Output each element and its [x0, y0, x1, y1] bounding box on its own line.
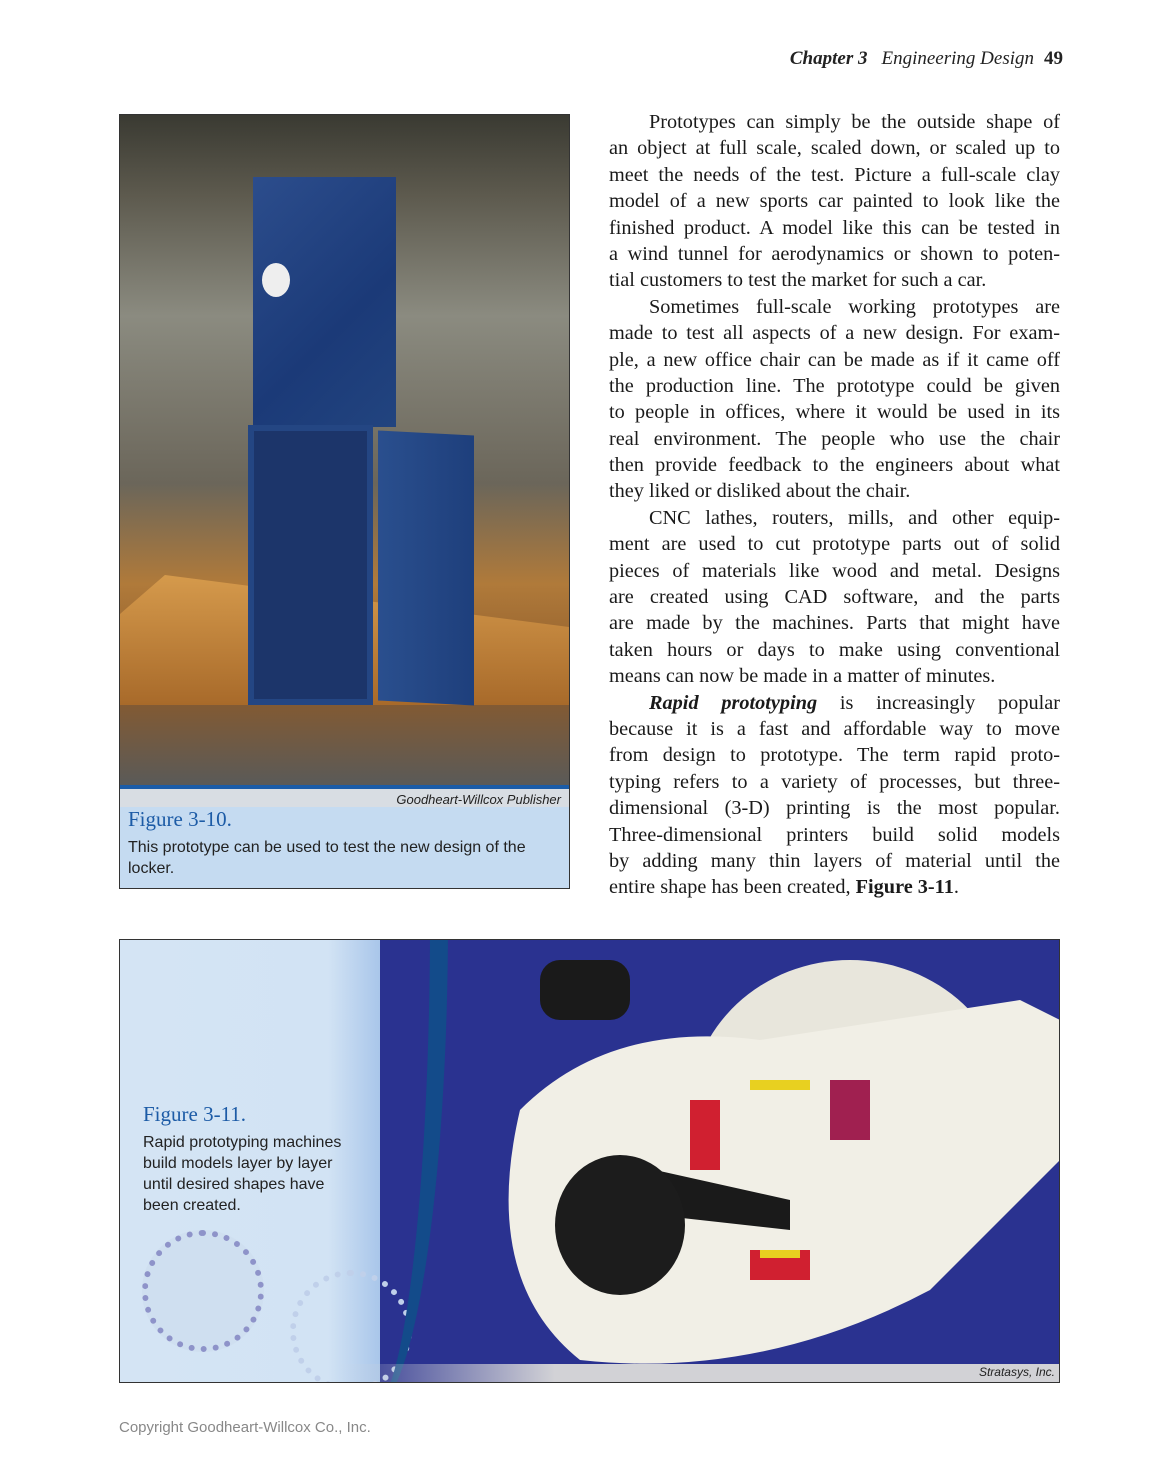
locker-lower: [248, 425, 373, 705]
figure-caption: [128, 807, 558, 879]
text-line: a wind tunnel for aerodynamics or shown to poten-: [609, 242, 1060, 265]
text-span: entire shape has been created,: [609, 876, 851, 899]
text-line: from design to prototype. The term rapid proto-: [609, 744, 1060, 767]
text-line: [609, 690, 1060, 716]
text-span: .: [953, 876, 959, 899]
text-line: means can now be made in a matter of minutes.: [609, 665, 996, 688]
photo-credit: Goodheart-Willcox Publisher: [120, 785, 569, 807]
text-line: Sometimes full-scale working prototypes are: [649, 295, 1060, 318]
rapid-prototype-model-photo: [460, 960, 1060, 1380]
text-line: they liked or disliked about the chair.: [609, 480, 911, 503]
key-term: Rapid prototyping: [649, 691, 818, 714]
text-line: then provide feedback to the engineers about what: [609, 454, 1060, 477]
figure-label: Figure 3-11.: [143, 1102, 247, 1126]
text-line: ment are used to cut prototype parts out of solid: [609, 533, 1060, 556]
decorative-curve: [320, 939, 448, 1383]
text-span: is increasingly popular: [839, 691, 1060, 714]
text-line: ple, a new office chair can be made as if it came off: [609, 348, 1060, 371]
text-line: real environment. The people who use the chair: [609, 427, 1060, 450]
text-line: are created using CAD software, and the parts: [609, 586, 1060, 609]
text-line: CNC lathes, routers, mills, and other equip-: [649, 506, 1060, 529]
gear-icon: [142, 1230, 264, 1352]
figure-reference[interactable]: Figure 3-11: [855, 876, 954, 899]
body-text: [609, 109, 1060, 901]
text-line: because it is a fast and affordable way to move: [609, 717, 1060, 740]
lock-icon: [262, 263, 290, 297]
text-line: [609, 874, 1060, 900]
running-header: [790, 48, 1063, 70]
text-line: dimensional (3-D) printing is the most popular.: [609, 797, 1060, 820]
text-line: finished product. A model like this can be tested in: [609, 216, 1060, 239]
locker-upper: [253, 177, 396, 427]
caption-text: Rapid prototyping machines build models layer by layer until desired shapes have been created.: [143, 1134, 342, 1214]
paragraph: [609, 294, 1060, 505]
locker-door: [378, 430, 474, 705]
figure-3-11: [119, 939, 1060, 1383]
paragraph: [609, 109, 1060, 294]
paragraph: [609, 505, 1060, 690]
text-line: made to test all aspects of a new design. For exam-: [609, 322, 1060, 345]
paragraph: [609, 690, 1060, 901]
text-line: Prototypes can simply be the outside shape of: [649, 111, 1060, 133]
text-line: an object at full scale, scaled down, or scaled up to: [609, 137, 1060, 160]
text-line: typing refers to a variety of processes, but three-: [609, 770, 1060, 793]
text-line: by adding many thin layers of material until the: [609, 849, 1060, 872]
photo-credit: Stratasys, Inc.: [339, 1364, 1059, 1382]
locker-prototype-photo: [120, 115, 569, 785]
text-line: meet the needs of the test. Picture a full-scale clay: [609, 163, 1060, 186]
section-title: Engineering Design: [881, 48, 1034, 69]
text-line: model of a new sports car painted to look like the: [609, 190, 1060, 213]
text-line: Three-dimensional printers build solid models: [609, 823, 1060, 846]
text-line: are made by the machines. Parts that might have: [609, 612, 1060, 635]
caption-text: This prototype can be used to test the new design of the locker.: [128, 839, 526, 877]
figure-label: Figure 3-10.: [128, 807, 232, 831]
text-line: taken hours or days to make using conventional: [609, 638, 1060, 661]
figure-3-10: [119, 114, 570, 889]
copyright-footer: Copyright Goodheart-Willcox Co., Inc.: [119, 1419, 371, 1436]
text-line: the production line. The prototype could be given: [609, 374, 1060, 397]
text-line: tial customers to test the market for such a car.: [609, 269, 987, 292]
text-line: to people in offices, where it would be used in its: [609, 401, 1060, 424]
page-number: 49: [1044, 48, 1063, 69]
text-line: pieces of materials like wood and metal. Designs: [609, 559, 1060, 582]
chapter-label: Chapter 3: [789, 48, 868, 69]
